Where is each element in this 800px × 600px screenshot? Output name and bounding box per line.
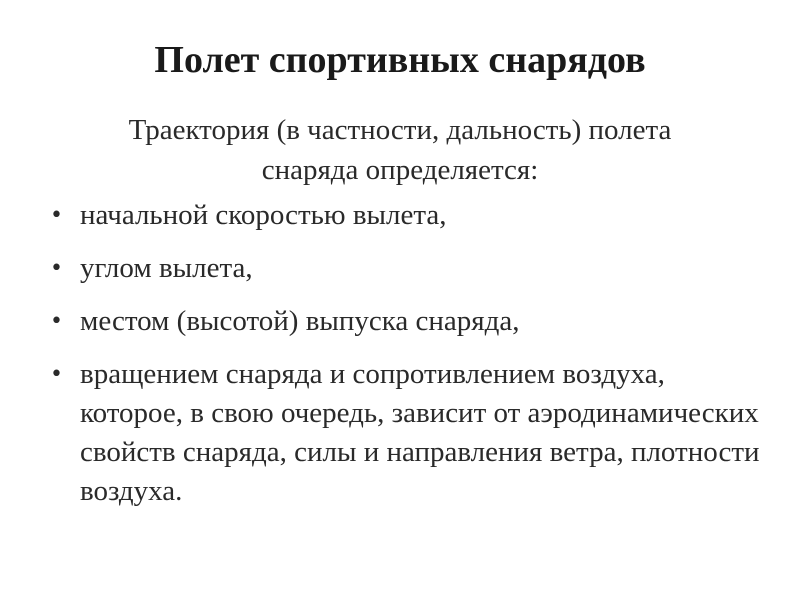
bullet-text: углом вылета, (80, 252, 253, 284)
bullet-icon: • (50, 256, 63, 281)
list-item (50, 355, 770, 511)
list-item (50, 302, 770, 341)
bullet-text: местом (высотой) выпуска снаряда, (80, 305, 520, 337)
slide-title: Полет спортивных снарядов (154, 39, 646, 81)
intro-line-1: Траектория (в частности, дальность) полета (128, 114, 672, 146)
bullet-list (50, 196, 770, 525)
bullet-text: вращением снаряда и сопротивлением воздуха, которое, в свою очередь, зависит от аэродинамических свойств снаряда, силы и направления ветра, плотности воздуха. (80, 358, 760, 507)
intro-text (40, 110, 760, 190)
bullet-icon: • (50, 203, 63, 228)
bullet-icon: • (50, 362, 63, 387)
list-item (50, 196, 770, 235)
bullet-icon: • (50, 309, 63, 334)
list-item (50, 249, 770, 288)
intro-line-2: снаряда определяется: (261, 154, 539, 186)
bullet-text: начальной скоростью вылета, (80, 199, 447, 231)
